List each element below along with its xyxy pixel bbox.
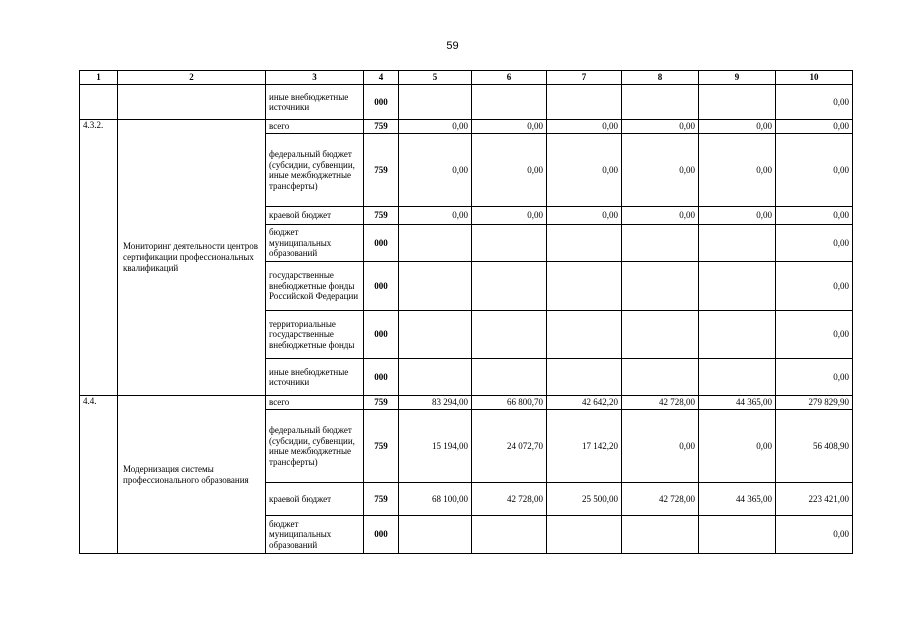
funding-source: государственные внебюджетные фонды Российской Федерации: [266, 262, 364, 311]
budget-table: [79, 70, 853, 554]
measure-name: Мониторинг деятельности центров сертификации профессиональных квалификаций: [118, 120, 266, 396]
measure-name: [118, 85, 266, 120]
funding-source: иные внебюджетные источники: [266, 359, 364, 396]
header-cell: 9: [699, 71, 776, 85]
value-cell: 0,00: [399, 134, 472, 207]
value-cell: 44 365,00: [699, 396, 776, 410]
row-index: 4.3.2.: [80, 120, 118, 396]
total-cell: 56 408,90: [776, 410, 853, 483]
header-cell: 3: [266, 71, 364, 85]
value-cell: 15 194,00: [399, 410, 472, 483]
funding-source: федеральный бюджет (субсидии, субвенции, иные межбюджетные трансферты): [266, 410, 364, 483]
value-cell: 0,00: [399, 120, 472, 134]
total-cell: 223 421,00: [776, 483, 853, 516]
funding-source: бюджет муниципальных образований: [266, 516, 364, 554]
value-cell: 0,00: [699, 410, 776, 483]
funding-source: всего: [266, 396, 364, 410]
header-cell: 10: [776, 71, 853, 85]
table-row: [80, 396, 853, 410]
table-row: [80, 85, 853, 120]
grbs-code: 759: [364, 134, 399, 207]
funding-source: федеральный бюджет (субсидии, субвенции, иные межбюджетные трансферты): [266, 134, 364, 207]
grbs-code: 759: [364, 483, 399, 516]
funding-source: всего: [266, 120, 364, 134]
total-cell: 279 829,90: [776, 396, 853, 410]
value-cell: 0,00: [699, 120, 776, 134]
grbs-code: 000: [364, 311, 399, 359]
header-cell: 7: [547, 71, 622, 85]
value-cell: 0,00: [622, 410, 699, 483]
header-cell: 1: [80, 71, 118, 85]
total-cell: 0,00: [776, 85, 853, 120]
total-cell: 0,00: [776, 120, 853, 134]
value-cell: 66 800,70: [472, 396, 547, 410]
value-cell: 0,00: [399, 207, 472, 225]
value-cell: 42 728,00: [622, 483, 699, 516]
measure-name: Модернизация системы профессионального образования: [118, 396, 266, 554]
value-cell: 42 728,00: [622, 396, 699, 410]
header-cell: 5: [399, 71, 472, 85]
value-cell: 0,00: [699, 207, 776, 225]
value-cell: 0,00: [622, 120, 699, 134]
total-cell: 0,00: [776, 207, 853, 225]
grbs-code: 000: [364, 85, 399, 120]
value-cell: 0,00: [622, 207, 699, 225]
header-cell: 4: [364, 71, 399, 85]
value-cell: 0,00: [547, 134, 622, 207]
value-cell: 0,00: [622, 134, 699, 207]
funding-source: иные внебюджетные источники: [266, 85, 364, 120]
value-cell: 0,00: [699, 134, 776, 207]
value-cell: 42 642,20: [547, 396, 622, 410]
funding-source: краевой бюджет: [266, 483, 364, 516]
total-cell: 0,00: [776, 262, 853, 311]
header-cell: 2: [118, 71, 266, 85]
value-cell: 25 500,00: [547, 483, 622, 516]
grbs-code: 759: [364, 120, 399, 134]
table-row: [80, 120, 853, 134]
funding-source: территориальные государственные внебюджетные фонды: [266, 311, 364, 359]
grbs-code: 000: [364, 516, 399, 554]
table-header-row: [80, 71, 853, 85]
grbs-code: 759: [364, 207, 399, 225]
header-cell: 8: [622, 71, 699, 85]
total-cell: 0,00: [776, 311, 853, 359]
funding-source: краевой бюджет: [266, 207, 364, 225]
value-cell: 83 294,00: [399, 396, 472, 410]
value-cell: 0,00: [472, 207, 547, 225]
grbs-code: 759: [364, 396, 399, 410]
funding-source: бюджет муниципальных образований: [266, 225, 364, 262]
header-cell: 6: [472, 71, 547, 85]
value-cell: 44 365,00: [699, 483, 776, 516]
value-cell: 0,00: [547, 207, 622, 225]
grbs-code: 000: [364, 225, 399, 262]
page-number: 59: [446, 40, 459, 52]
row-index: [80, 85, 118, 120]
row-index: 4.4.: [80, 396, 118, 554]
total-cell: 0,00: [776, 359, 853, 396]
value-cell: 0,00: [547, 120, 622, 134]
value-cell: 0,00: [472, 120, 547, 134]
grbs-code: 000: [364, 359, 399, 396]
value-cell: 68 100,00: [399, 483, 472, 516]
grbs-code: 000: [364, 262, 399, 311]
total-cell: 0,00: [776, 516, 853, 554]
value-cell: 42 728,00: [472, 483, 547, 516]
value-cell: 17 142,20: [547, 410, 622, 483]
total-cell: 0,00: [776, 225, 853, 262]
grbs-code: 759: [364, 410, 399, 483]
value-cell: 24 072,70: [472, 410, 547, 483]
value-cell: 0,00: [472, 134, 547, 207]
total-cell: 0,00: [776, 134, 853, 207]
